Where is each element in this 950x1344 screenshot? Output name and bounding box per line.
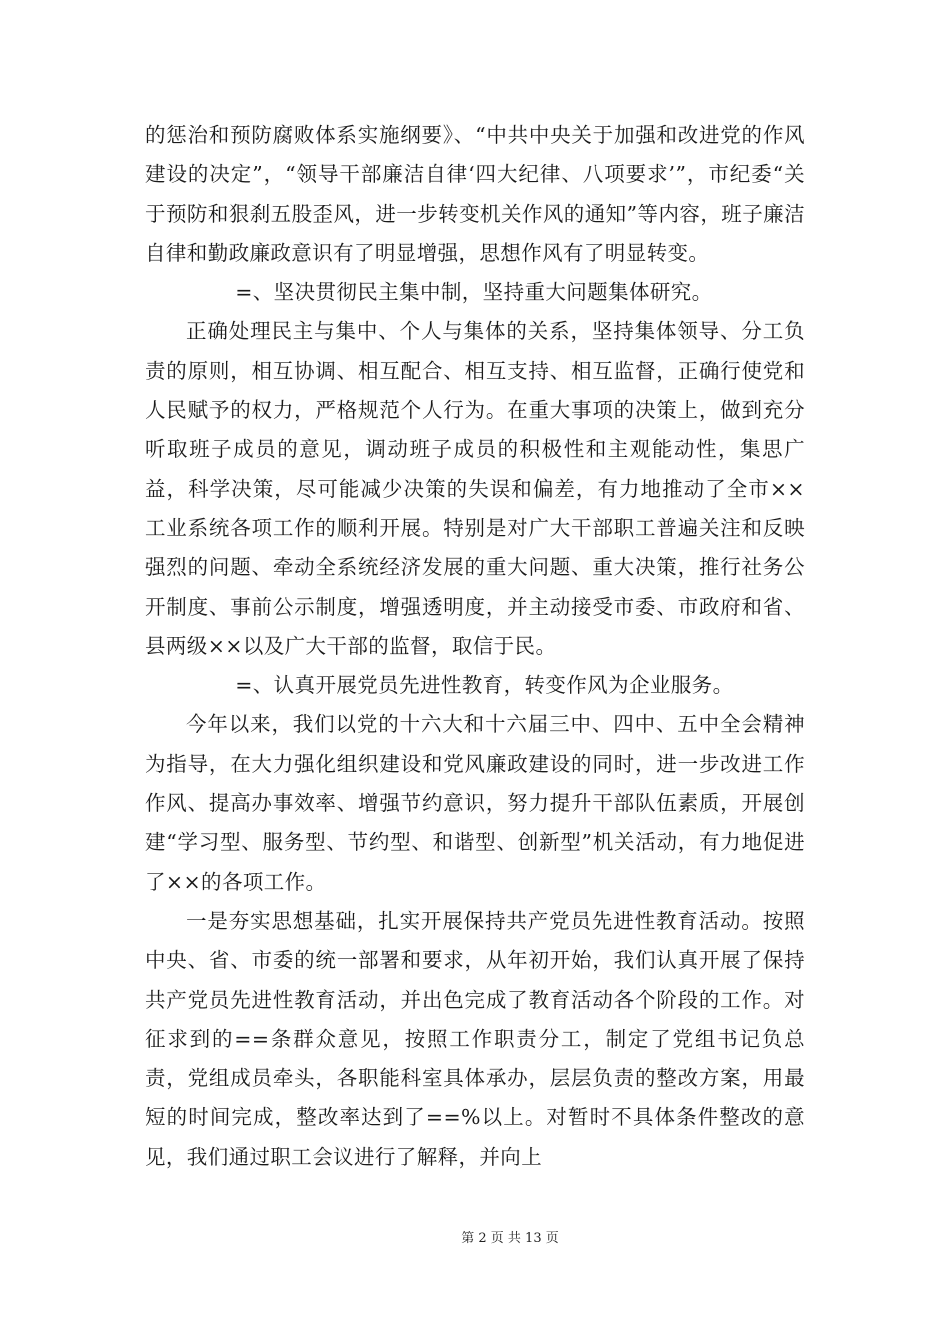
paragraph-first-point: 一是夯实思想基础，扎实开展保持共产党员先进性教育活动。按照中央、省、市委的统一部署和要求，从年初开始，我们认真开展了保持共产党员先进性教育活动，并出色完成了教育活动各个阶段的工作。对征求到的==条群众意见，按照工作职责分工，制定了党组书记负总责，党组成员牵头，各职能科室具体承办，层层负责的整改方案，用最短的时间完成，整改率达到了==%以上。对暂时不具体条件整改的意见，我们通过职工会议进行了解释，并向上 [145,908,805,1169]
paragraph-continuation: 的惩治和预防腐败体系实施纲要》、“中共中央关于加强和改进党的作风建设的决定”，“领导干部廉洁自律‘四大纪律、八项要求’”，市纪委“关于预防和狠刹五股歪风，进一步转变机关作风的通知”等内容，班子廉洁自律和勤政廉政意识有了明显增强，思想作风有了明显转变。 [145,123,805,265]
paragraph-this-year: 今年以来，我们以党的十六大和十六届三中、四中、五中全会精神为指导，在大力强化组织建设和党风廉政建设的同时，进一步改进工作作风、提高办事效率、增强节约意识，努力提升干部队伍素质，开展创建“学习型、服务型、节约型、和谐型、创新型”机关活动，有力地促进了××的各项工作。 [145,712,805,894]
section-heading-3: =、认真开展党员先进性教育，转变作风为企业服务。 [235,673,734,698]
section-heading-2: =、坚决贯彻民主集中制，坚持重大问题集体研究。 [235,280,713,305]
paragraph-democratic-centralism: 正确处理民主与集中、个人与集体的关系，坚持集体领导、分工负责的原则，相互协调、相互配合、相互支持、相互监督，正确行使党和人民赋予的权力，严格规范个人行为。在重大事项的决策上，做到充分听取班子成员的意见，调动班子成员的积极性和主观能动性，集思广益，科学决策，尽可能减少决策的失误和偏差，有力地推动了全市××工业系统各项工作的顺利开展。特别是对广大干部职工普遍关注和反映强烈的问题、牵动全系统经济发展的重大问题、重大决策，推行社务公开制度、事前公示制度，增强透明度，并主动接受市委、市政府和省、县两级××以及广大干部的监督，取信于民。 [145,319,805,658]
body-text [145,116,805,1177]
page-number-footer: 第 2 页 共 13 页 [461,1231,559,1246]
